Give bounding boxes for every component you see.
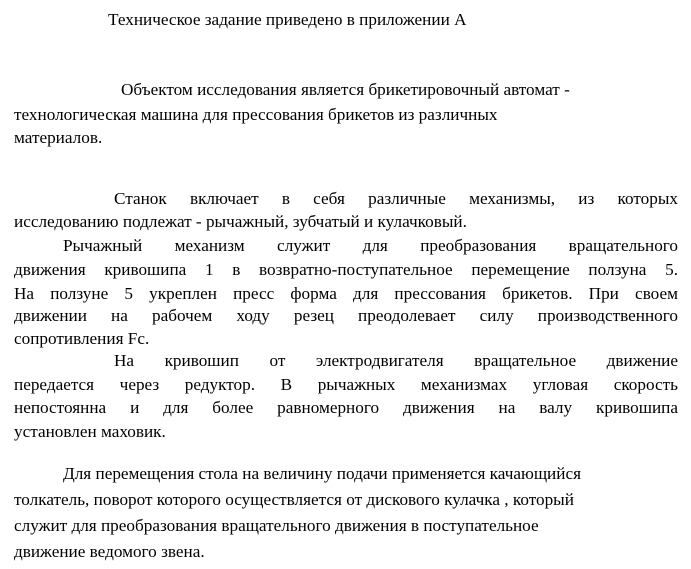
paragraph-1-line-1: Объектом исследования является брикетировочный автомат - <box>121 80 570 99</box>
paragraph-4-line-3: непостоянна и для более равномерного движения на валу кривошипа <box>14 398 678 417</box>
paragraph-5-line-1: Для перемещения стола на величину подачи применяется качающийся <box>63 464 581 483</box>
document-heading: Техническое задание приведено в приложении А <box>108 10 467 29</box>
paragraph-3-line-2: движения кривошипа 1 в возвратно-поступательное перемещение ползуна 5. <box>14 260 678 279</box>
paragraph-1-line-2: технологическая машина для прессования брикетов из различных <box>14 105 498 124</box>
paragraph-3-line-5: сопротивления Fc. <box>14 329 150 348</box>
paragraph-4-line-4: установлен маховик. <box>14 422 166 441</box>
paragraph-4-line-2: передается через редуктор. В рычажных механизмах угловая скорость <box>14 375 678 394</box>
paragraph-5-line-4: движение ведомого звена. <box>14 542 205 561</box>
paragraph-3-line-4: движении на рабочем ходу резец преодолевает силу производственного <box>14 306 678 325</box>
paragraph-5-line-3: служит для преобразования вращательного движения в поступательное <box>14 516 539 535</box>
paragraph-2-line-1: Станок включает в себя различные механизмы, из которых <box>114 189 678 208</box>
paragraph-3-line-1: Рычажный механизм служит для преобразования вращательного <box>63 236 678 255</box>
paragraph-2-line-2: исследованию подлежат - рычажный, зубчатый и кулачковый. <box>14 212 467 231</box>
paragraph-3-line-3: На ползуне 5 укреплен пресс форма для прессования брикетов. При своем <box>14 284 678 303</box>
paragraph-5-line-2: толкатель, поворот которого осуществляется от дискового кулачка , который <box>14 490 574 509</box>
paragraph-4-line-1: На кривошип от электродвигателя вращательное движение <box>114 351 678 370</box>
paragraph-1-line-3: материалов. <box>14 128 103 147</box>
